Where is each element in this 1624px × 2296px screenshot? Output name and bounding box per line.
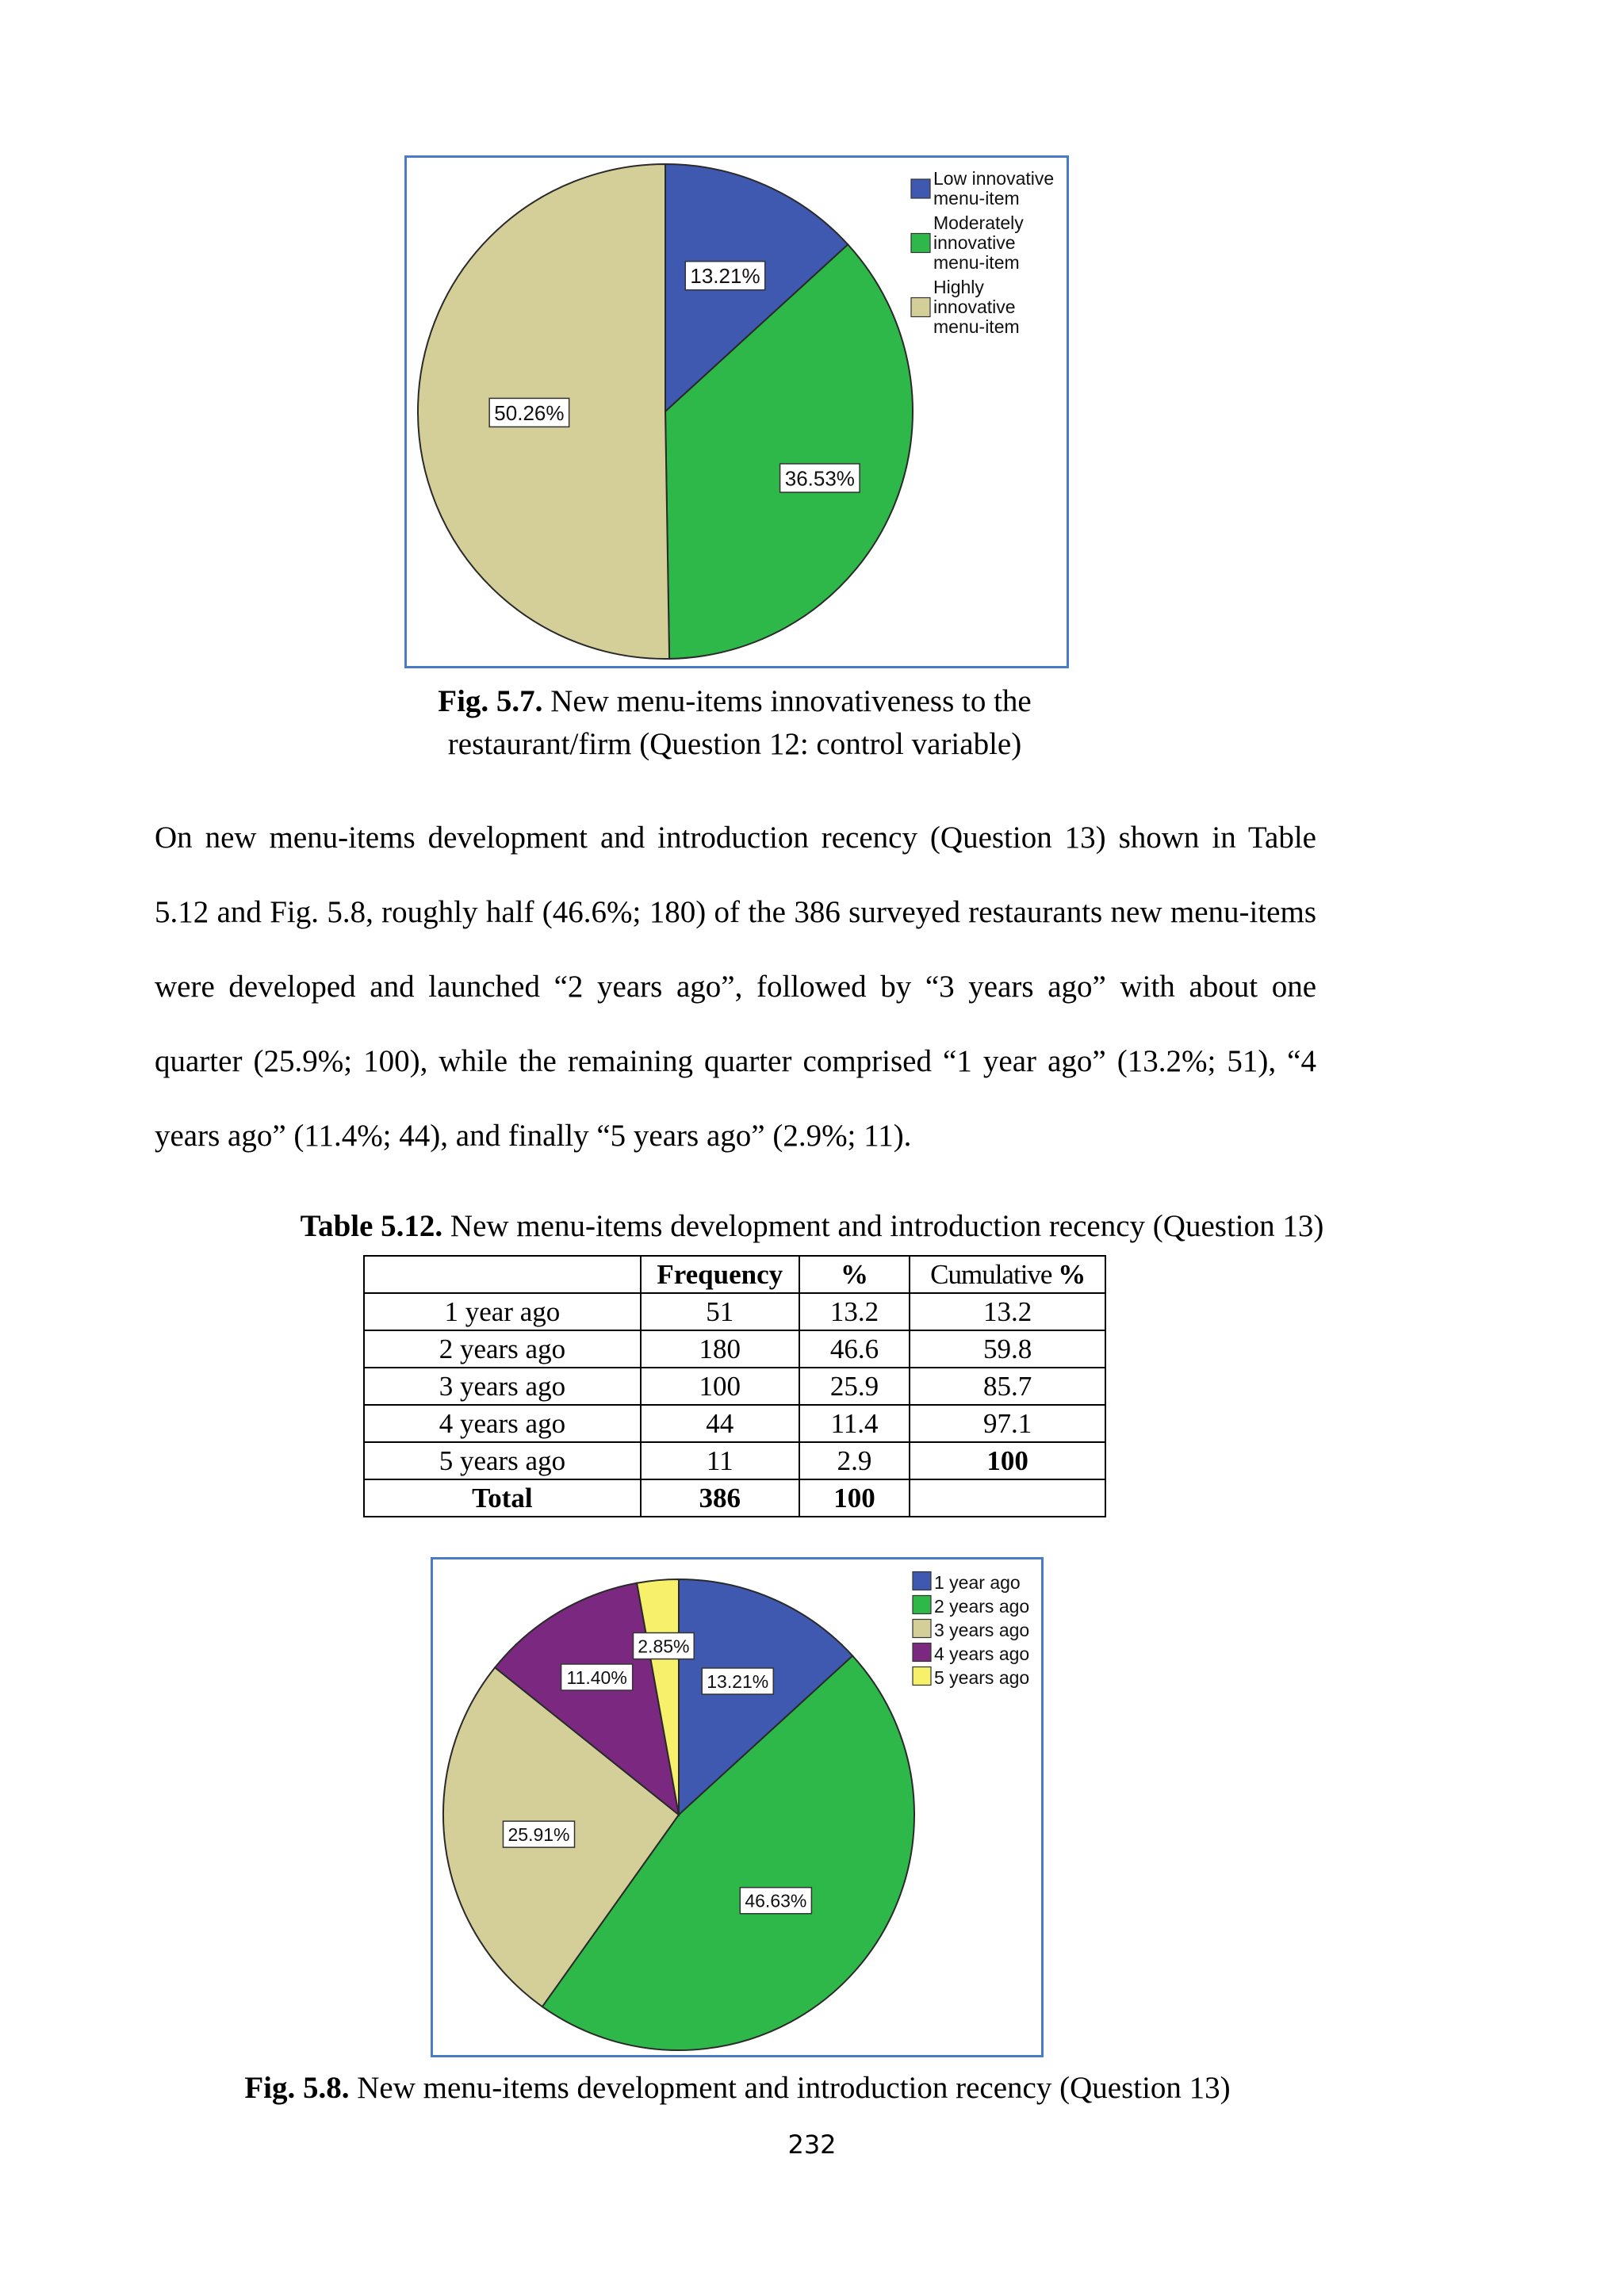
svg-text:4 years ago: 4 years ago: [934, 1644, 1030, 1664]
header-cumulative: [910, 1256, 1105, 1293]
data-label-highly-innovative-menu-item: [489, 398, 569, 427]
svg-text:5 years ago: 5 years ago: [934, 1667, 1030, 1688]
row-label: 3 years ago: [364, 1368, 641, 1405]
header-cumulative-text: Cumulative: [930, 1259, 1059, 1290]
svg-text:Highly: Highly: [933, 277, 984, 297]
page-number: 232: [787, 2130, 837, 2160]
table-total-row: [364, 1479, 1105, 1517]
data-label-low-innovative-menu-item: [685, 262, 764, 290]
svg-text:25.91%: 25.91%: [508, 1823, 570, 1845]
svg-text:13.21%: 13.21%: [707, 1670, 769, 1692]
table-5-12-caption-text: New menu-items development and introduction recency (Question 13): [442, 1209, 1324, 1243]
row-cumulative: [910, 1479, 1105, 1517]
data-label-moderately-innovative-menu-item: [780, 464, 860, 492]
figure-5-8-label: Fig. 5.8.: [244, 2071, 350, 2105]
legend-item-3-years-ago: [913, 1620, 1029, 1641]
svg-text:innovative: innovative: [933, 232, 1016, 253]
svg-text:2.85%: 2.85%: [638, 1636, 690, 1657]
svg-text:menu-item: menu-item: [933, 316, 1020, 337]
svg-text:1 year ago: 1 year ago: [934, 1572, 1021, 1593]
svg-text:11.40%: 11.40%: [566, 1667, 627, 1688]
row-percent: 46.6: [799, 1330, 910, 1368]
table-5-12-label: Table 5.12.: [300, 1209, 443, 1243]
table-row: [364, 1405, 1105, 1442]
body-paragraph: On new menu-items development and introduction recency (Question 13) shown in Table 5.12 and Fig. 5.8, roughly half (46.6%; 180) of the 386 surveyed restaurants new menu-items were developed and launched “2 years ago”, followed by “3 years ago” with about one quarter (25.9%; 100), while the remaining quarter comprised “1 year ago” (13.2%; 51), “4 years ago” (11.4%; 44), and finally “5 years ago” (2.9%; 11).: [155, 821, 1316, 1153]
row-cumulative: 13.2: [910, 1293, 1105, 1330]
row-label: 2 years ago: [364, 1330, 641, 1368]
legend-item-highly-innovative-menu-item: [911, 277, 1020, 337]
figure-5-7-caption-line1: New menu-items innovativeness to the: [542, 684, 1032, 718]
row-frequency: 180: [641, 1330, 799, 1368]
row-frequency: 100: [641, 1368, 799, 1405]
svg-text:Moderately: Moderately: [933, 212, 1024, 233]
data-label-4-years-ago: [561, 1664, 633, 1690]
svg-text:13.21%: 13.21%: [690, 264, 760, 289]
row-label: 4 years ago: [364, 1405, 641, 1442]
legend-item-1-year-ago: [913, 1572, 1021, 1594]
figure-5-8-caption-text: New menu-items development and introduction recency (Question 13): [349, 2071, 1231, 2105]
table-header-row: [364, 1256, 1105, 1293]
figure-5-8: [431, 1557, 1044, 2057]
header-frequency: Frequency: [641, 1256, 799, 1293]
header-cumulative-percent: %: [1058, 1259, 1086, 1290]
svg-text:46.63%: 46.63%: [745, 1890, 807, 1911]
row-frequency: 51: [641, 1293, 799, 1330]
header-percent: %: [799, 1256, 910, 1293]
pie-chart-recency: [433, 1559, 1046, 2060]
svg-text:Low innovative: Low innovative: [933, 168, 1055, 189]
legend-item-4-years-ago: [913, 1644, 1029, 1665]
table-5-12-caption: [0, 1205, 1624, 1248]
row-percent: 13.2: [799, 1293, 910, 1330]
figure-5-7-caption: [0, 680, 1469, 766]
row-frequency: 44: [641, 1405, 799, 1442]
row-label: 5 years ago: [364, 1442, 641, 1479]
pie-chart-innovativeness: [407, 158, 1071, 671]
legend-item-moderately-innovative-menu-item: [911, 212, 1024, 273]
svg-text:3 years ago: 3 years ago: [934, 1620, 1030, 1640]
legend-item-5-years-ago: [913, 1667, 1029, 1689]
svg-text:36.53%: 36.53%: [784, 466, 855, 491]
recency-table: [363, 1255, 1106, 1517]
row-frequency: 11: [641, 1442, 799, 1479]
row-cumulative: 85.7: [910, 1368, 1105, 1405]
figure-5-7-caption-line2: restaurant/firm (Question 12: control variable): [447, 727, 1022, 761]
row-cumulative: 97.1: [910, 1405, 1105, 1442]
header-empty: [364, 1256, 641, 1293]
row-percent: 2.9: [799, 1442, 910, 1479]
row-percent: 25.9: [799, 1368, 910, 1405]
legend-item-2-years-ago: [913, 1596, 1029, 1617]
row-cumulative: 100: [910, 1442, 1105, 1479]
row-cumulative: 59.8: [910, 1330, 1105, 1368]
table-row: [364, 1330, 1105, 1368]
figure-5-7: [404, 155, 1069, 668]
svg-text:2 years ago: 2 years ago: [934, 1596, 1030, 1617]
figure-5-8-caption: [0, 2067, 1475, 2110]
legend-item-low-innovative-menu-item: [911, 168, 1054, 209]
row-percent: 11.4: [799, 1405, 910, 1442]
table-row: [364, 1293, 1105, 1330]
data-label-2-years-ago: [740, 1888, 811, 1914]
data-label-3-years-ago: [503, 1821, 574, 1847]
row-label: 1 year ago: [364, 1293, 641, 1330]
svg-text:innovative: innovative: [933, 297, 1016, 317]
figure-5-7-label: Fig. 5.7.: [438, 684, 543, 718]
row-percent: 100: [799, 1479, 910, 1517]
row-label: Total: [364, 1479, 641, 1517]
svg-text:50.26%: 50.26%: [494, 400, 565, 425]
table-row: [364, 1442, 1105, 1479]
svg-text:menu-item: menu-item: [933, 252, 1020, 273]
data-label-1-year-ago: [702, 1668, 773, 1694]
svg-text:menu-item: menu-item: [933, 188, 1020, 209]
row-frequency: 386: [641, 1479, 799, 1517]
table-row: [364, 1368, 1105, 1405]
data-label-5-years-ago: [634, 1633, 695, 1659]
